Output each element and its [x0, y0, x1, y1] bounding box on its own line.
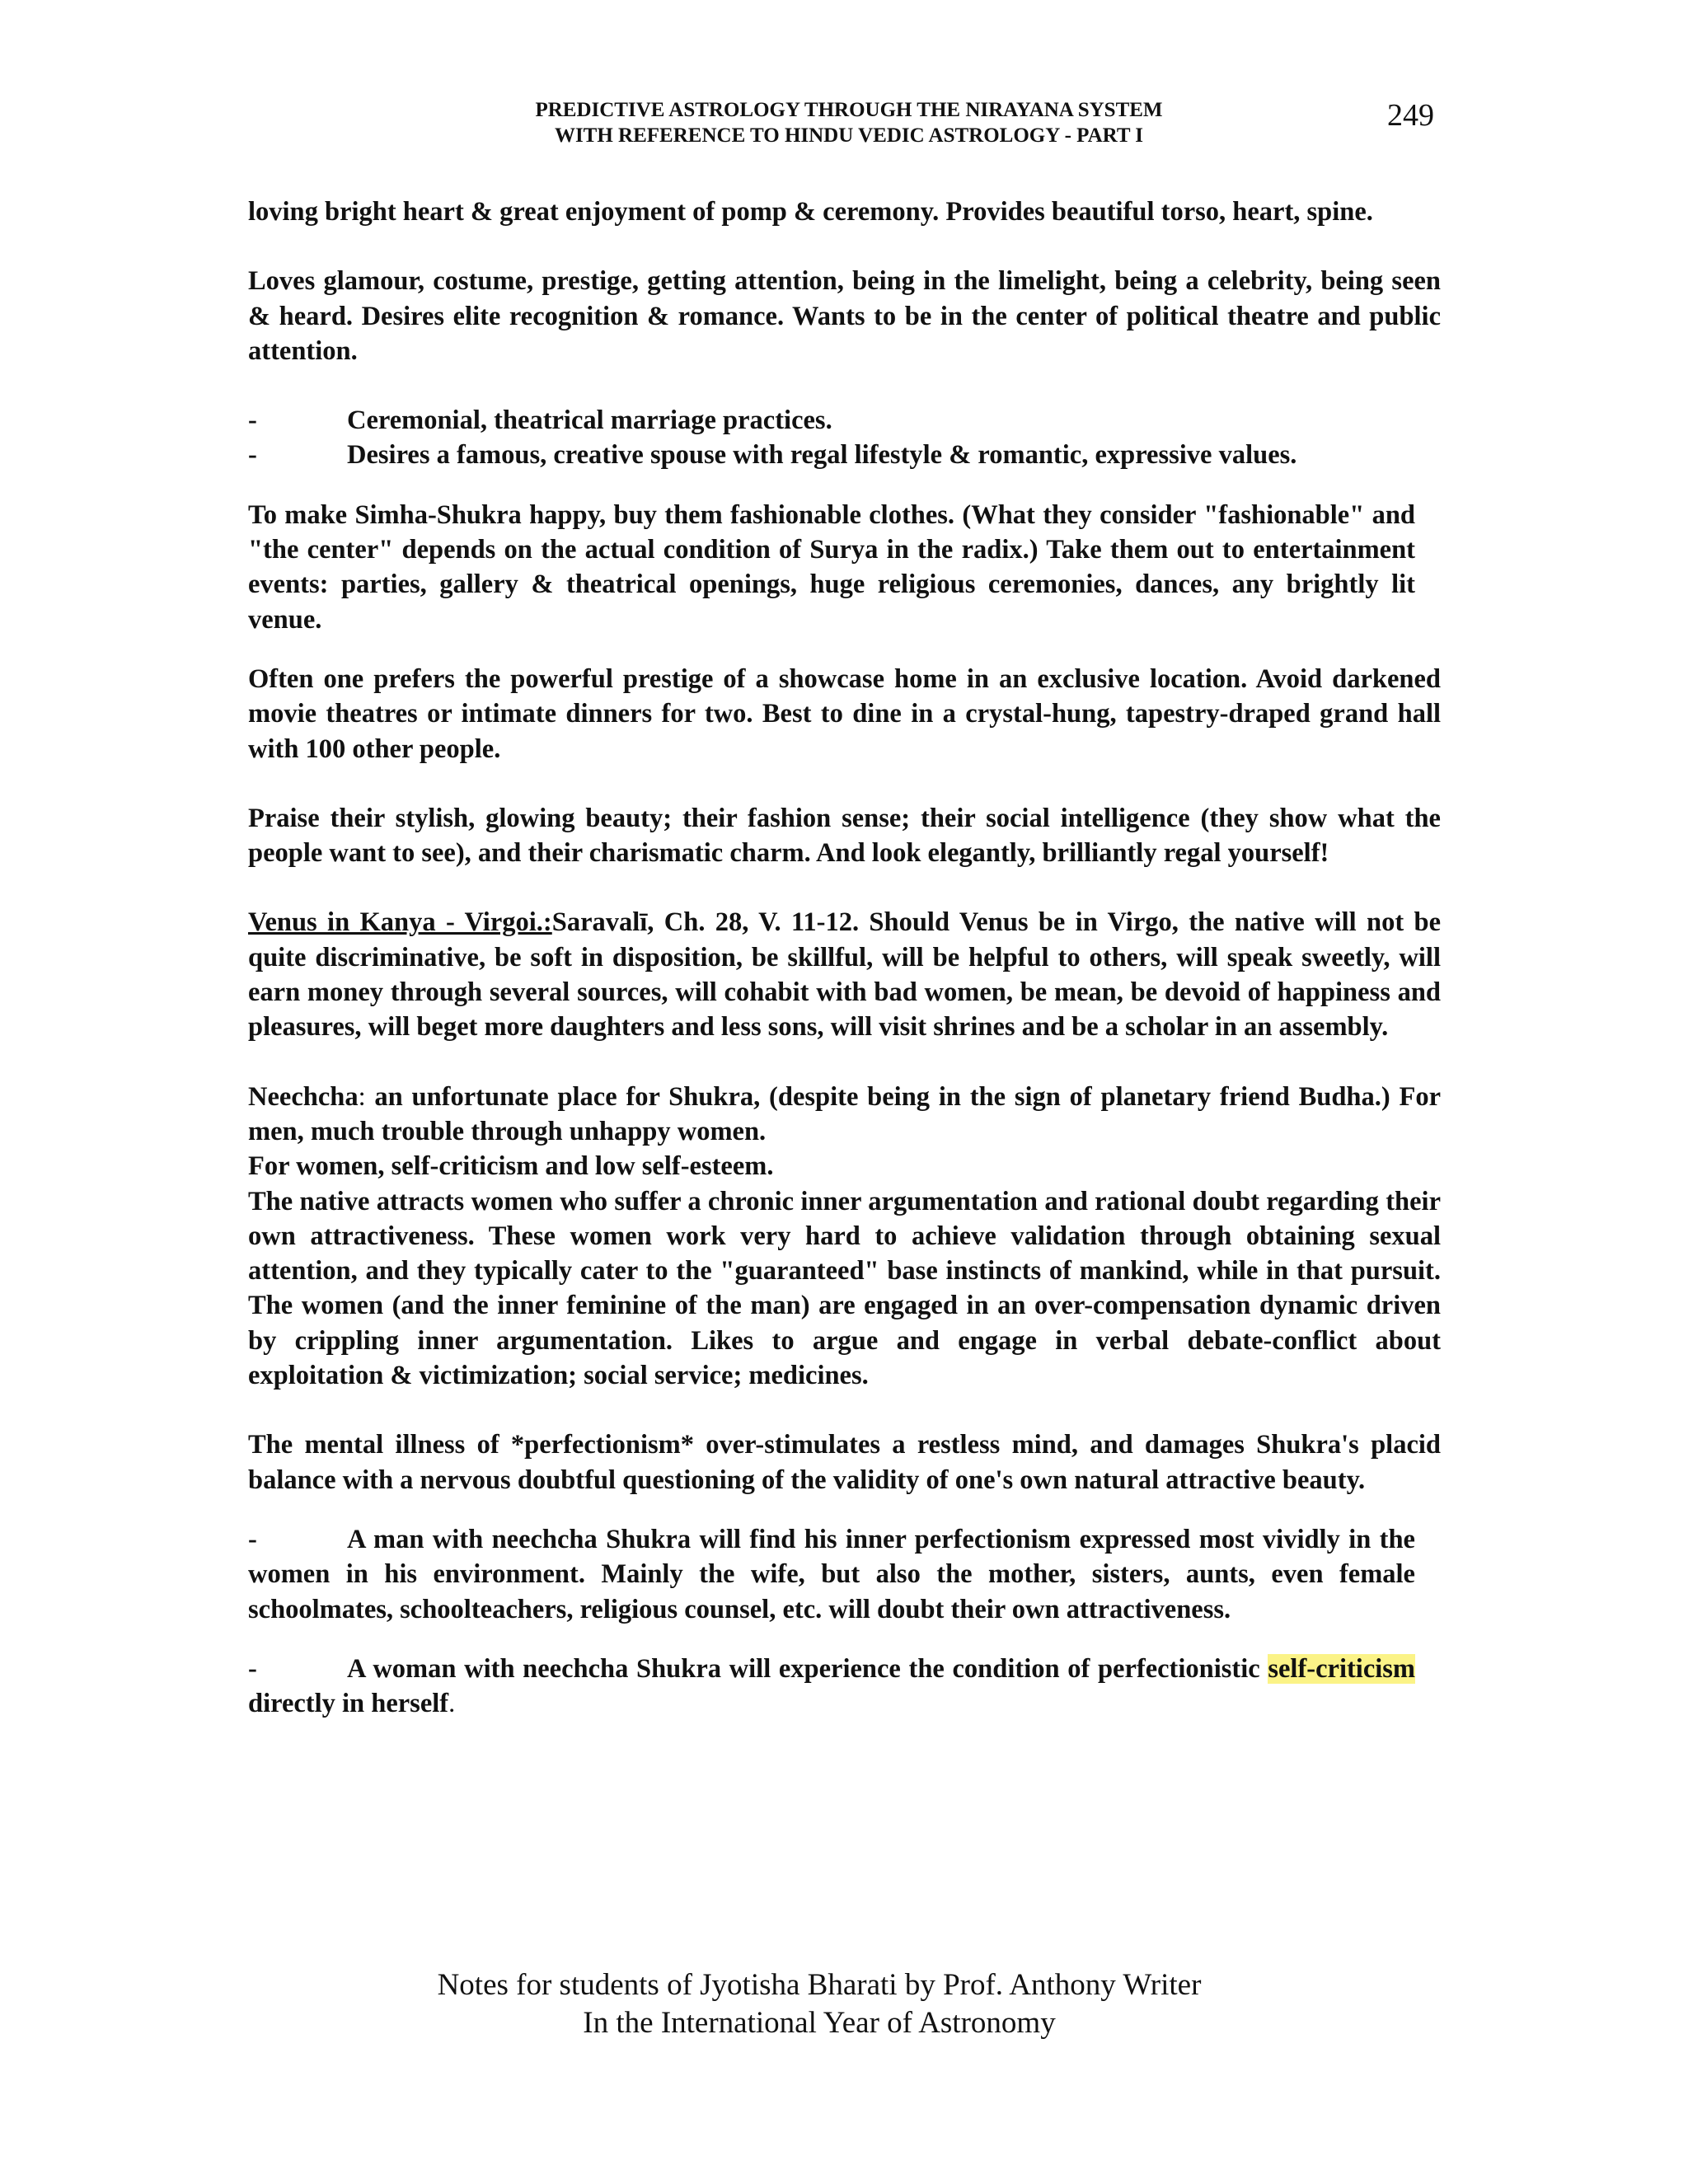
paragraph: [248, 905, 1441, 1044]
footer-line-1: Notes for students of Jyotisha Bharati by Prof. Anthony Writer: [437, 1968, 1202, 2002]
paragraph-line: For women, self-criticism and low self-esteem.: [248, 1151, 774, 1182]
paragraph: Often one prefers the powerful prestige of a showcase home in an exclusive location. Avoid darkened movie theatres or intimate dinners for two. Best to dine in a crystal-hung, tapestry-draped grand hall with 100 other people.: [248, 663, 1441, 764]
running-header: [396, 97, 1302, 148]
paragraph-text: A woman with neechcha Shukra will experience the condition of perfectionistic: [347, 1653, 1268, 1684]
paragraph: [248, 1080, 1441, 1150]
paragraph-text: Saravalī, Ch. 28, V. 11-12. Should Venus be in Virgo, the native will not be quite discriminative, be soft in disposition, be skillful, will be helpful to others, will speak sweetly, will earn money through several sources, will cohabit with bad women, be mean, be devoid of happiness and pleasures, will beget more daughters and less sons, will visit shrines and be a scholar in an assembly.: [248, 907, 1441, 1043]
paragraph: Loves glamour, costume, prestige, getting attention, being in the limelight, being a celebrity, being seen & heard. Desires elite recognition & romance. Wants to be in the center of political theatre and public attention.: [248, 266, 1441, 366]
paragraph-text-end: directly in herself: [248, 1689, 449, 1719]
footer-line-2: In the International Year of Astronomy: [583, 2006, 1056, 2040]
list-item-text: Ceremonial, theatrical marriage practices.: [347, 405, 832, 436]
highlighted-text: self-criticism: [1268, 1653, 1415, 1684]
paragraph-text: an unfortunate place for Shukra, (despite being in the sign of planetary friend Budha.) For men, much trouble through unhappy women.: [248, 1081, 1441, 1146]
list-dash: -: [248, 1524, 257, 1554]
section-heading: Venus in Kanya - Virgoi.:: [248, 907, 552, 938]
lead-colon: :: [358, 1081, 366, 1112]
paragraph-lead: Neechcha: [248, 1081, 359, 1112]
list-item: [248, 403, 1441, 438]
header-line-1: PREDICTIVE ASTROLOGY THROUGH THE NIRAYANA SYSTEM: [535, 99, 1163, 121]
paragraph: Praise their stylish, glowing beauty; their fashion sense; their social intelligence (they show what the people want to see), and their charismatic charm. And look elegantly, brilliantly regal yourself!: [248, 803, 1441, 869]
page-body: [248, 194, 1441, 1721]
header-line-2: WITH REFERENCE TO HINDU VEDIC ASTROLOGY - PART I: [554, 124, 1144, 147]
period: .: [448, 1689, 456, 1719]
page-footer: [247, 1966, 1391, 2042]
paragraph: The native attracts women who suffer a chronic inner argumentation and rational doubt regarding their own attractiveness. These women work very hard to achieve validation through obtaining sexual attention, and they typically cater to the "guaranteed" base instincts of mankind, while in that pursuit. The women (and the inner feminine of the man) are engaged in an over-compensation dynamic driven by crippling inner argumentation. Likes to argue and engage in verbal debate-conflict about exploitation & victimization; social service; medicines.: [248, 1186, 1441, 1391]
paragraph-text: A man with neechcha Shukra will find his inner perfectionism expressed most vividly in the women in his environment. Mainly the wife, but also the mother, sisters, aunts, even female schoolmates, schoolteachers, religious counsel, etc. will doubt their own attractiveness.: [248, 1524, 1415, 1624]
list-item-text: Desires a famous, creative spouse with regal lifestyle & romantic, expressive values.: [347, 440, 1297, 471]
paragraph: To make Simha-Shukra happy, buy them fashionable clothes. (What they consider "fashionable" and "the center" depends on the actual condition of Surya in the radix.) Take them out to entertainment events: parties, gallery & theatrical openings, huge religious ceremonies, dances, any brightly lit venue.: [248, 499, 1415, 635]
list-dash: -: [248, 440, 257, 471]
dash-paragraph: [248, 1652, 1415, 1722]
paragraph: loving bright heart & great enjoyment of pomp & ceremony. Provides beautiful torso, heart, spine.: [248, 197, 1373, 227]
page-number: 249: [1387, 98, 1434, 133]
paragraph: The mental illness of *perfectionism* over-stimulates a restless mind, and damages Shukra's placid balance with a nervous doubtful questioning of the validity of one's own natural attractive beauty.: [248, 1430, 1441, 1495]
list-item: [248, 438, 1441, 472]
list-dash: -: [248, 405, 257, 436]
list-dash: -: [248, 1653, 257, 1684]
dash-paragraph: [248, 1522, 1415, 1627]
